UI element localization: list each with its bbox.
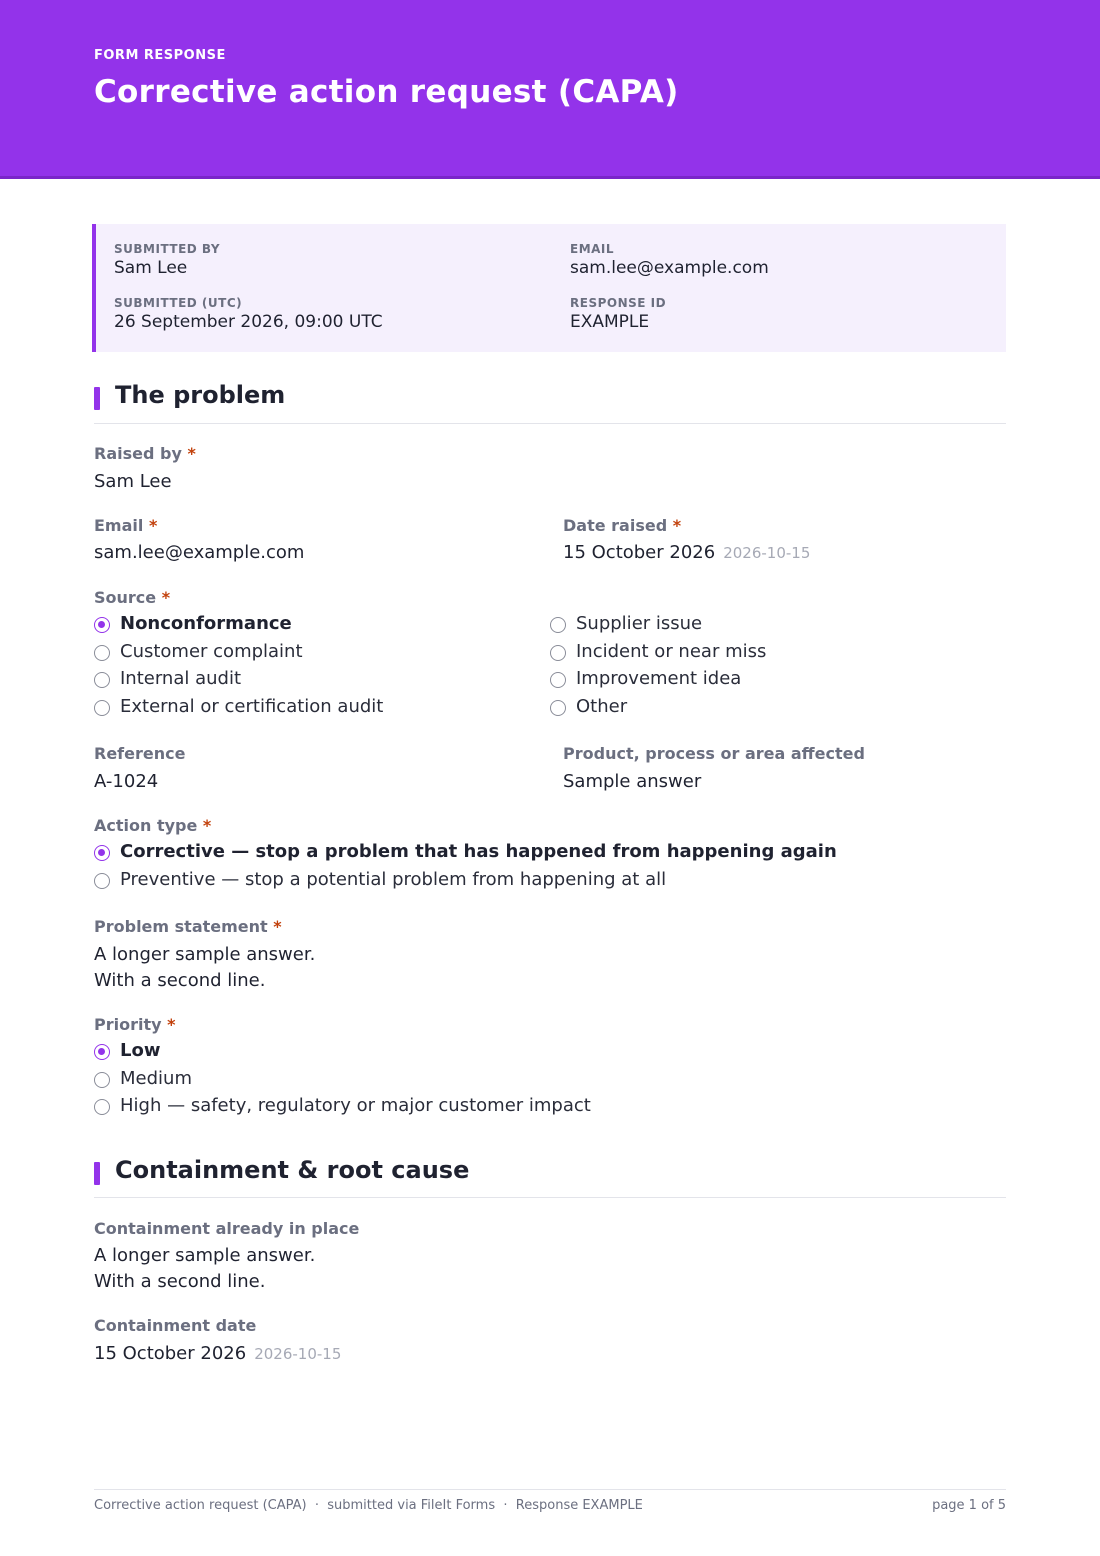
radio-icon xyxy=(550,617,566,633)
containment-date-value: 15 October 2026 2026-10-15 xyxy=(94,1343,342,1364)
required-marker: * xyxy=(167,1015,176,1034)
submitted-utc-value: 26 September 2026, 09:00 UTC xyxy=(114,312,383,332)
containment-in-place-line-1: A longer sample answer. xyxy=(94,1245,316,1266)
required-marker: * xyxy=(273,917,282,936)
product-area-label: Product, process or area affected xyxy=(563,744,865,763)
response-id-value: EXAMPLE xyxy=(570,312,650,332)
problem-statement-line-1: A longer sample answer. xyxy=(94,944,316,965)
required-marker: * xyxy=(202,816,212,835)
section-title-containment: Containment & root cause xyxy=(115,1156,470,1184)
radio-icon xyxy=(94,672,110,688)
form-title: Corrective action request (CAPA) xyxy=(94,74,679,110)
date-raised-label: Date raised * xyxy=(563,516,682,535)
radio-icon xyxy=(94,873,110,889)
form-header xyxy=(0,0,1100,179)
date-raised-iso: 2026-10-15 xyxy=(723,544,811,562)
problem-statement-label: Problem statement * xyxy=(94,917,282,936)
radio-icon xyxy=(550,645,566,661)
radio-icon xyxy=(94,645,110,661)
problem-statement-line-2: With a second line. xyxy=(94,970,266,991)
submitted-utc-label: SUBMITTED (UTC) xyxy=(114,296,243,310)
containment-date-iso: 2026-10-15 xyxy=(254,1345,342,1363)
source-label: Source * xyxy=(94,588,171,607)
action-type-label: Action type * xyxy=(94,816,212,835)
radio-icon xyxy=(550,700,566,716)
radio-icon xyxy=(94,1072,110,1088)
submitted-by-value: Sam Lee xyxy=(114,258,188,278)
reference-label: Reference xyxy=(94,744,186,763)
form-eyebrow: FORM RESPONSE xyxy=(94,48,226,63)
radio-selected-icon xyxy=(94,617,110,633)
date-raised-value: 15 October 2026 2026-10-15 xyxy=(563,542,811,563)
submission-meta-box xyxy=(92,224,1006,352)
section-heading-containment xyxy=(94,1156,1006,1198)
reference-value: A-1024 xyxy=(94,771,159,792)
required-marker: * xyxy=(672,516,682,535)
containment-in-place-line-2: With a second line. xyxy=(94,1271,266,1292)
radio-selected-icon xyxy=(94,845,110,861)
radio-icon xyxy=(94,1099,110,1115)
raised-by-value: Sam Lee xyxy=(94,471,172,492)
radio-selected-icon xyxy=(94,1044,110,1060)
priority-label: Priority * xyxy=(94,1015,176,1034)
required-marker: * xyxy=(187,444,196,463)
radio-icon xyxy=(94,700,110,716)
footer-divider xyxy=(94,1489,1006,1490)
page-number: page 1 of 5 xyxy=(932,1498,1006,1513)
response-id-label: RESPONSE ID xyxy=(570,296,667,310)
email-field-label: Email * xyxy=(94,516,158,535)
section-accent-bar xyxy=(94,387,100,410)
required-marker: * xyxy=(161,588,171,607)
email-value: sam.lee@example.com xyxy=(570,258,769,278)
section-accent-bar xyxy=(94,1162,100,1185)
required-marker: * xyxy=(148,516,158,535)
containment-in-place-label: Containment already in place xyxy=(94,1219,360,1238)
product-area-value: Sample answer xyxy=(563,771,702,792)
submitted-by-label: SUBMITTED BY xyxy=(114,242,221,256)
containment-date-label: Containment date xyxy=(94,1316,257,1335)
email-field-value: sam.lee@example.com xyxy=(94,542,305,563)
section-title-problem: The problem xyxy=(115,381,286,409)
footer-caption: Corrective action request (CAPA) · submitted via FileIt Forms · Response EXAMPLE xyxy=(94,1498,643,1513)
raised-by-label: Raised by * xyxy=(94,444,196,463)
email-label: EMAIL xyxy=(570,242,615,256)
radio-icon xyxy=(550,672,566,688)
section-heading-problem xyxy=(94,381,1006,424)
